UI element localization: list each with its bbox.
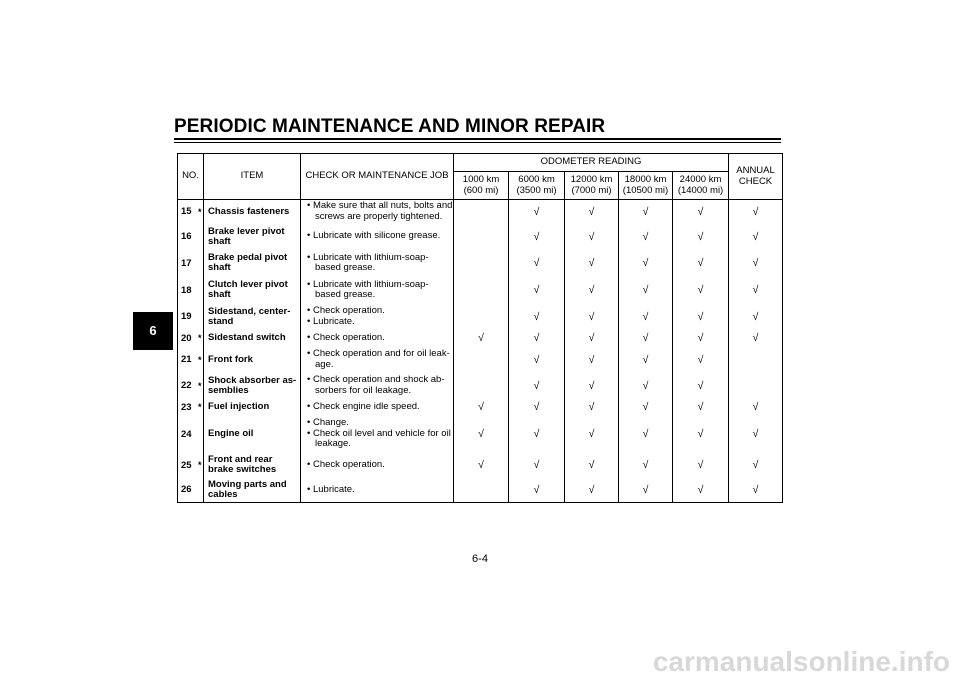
row-star-marker: * bbox=[197, 330, 204, 347]
job-bullet: • Make sure that all nuts, bolts and screws are properly tightened. bbox=[307, 200, 453, 222]
check-empty bbox=[454, 304, 509, 330]
check-mark: √ bbox=[509, 224, 565, 250]
check-mark: √ bbox=[454, 330, 509, 347]
check-empty bbox=[454, 200, 509, 224]
row-number: 16 bbox=[178, 224, 197, 250]
check-mark: √ bbox=[619, 330, 673, 347]
check-mark: √ bbox=[509, 200, 565, 224]
table-row bbox=[178, 373, 783, 399]
row-star-marker bbox=[197, 304, 204, 330]
check-mark: √ bbox=[619, 250, 673, 277]
check-empty bbox=[454, 373, 509, 399]
row-job bbox=[301, 200, 454, 224]
check-mark: √ bbox=[565, 416, 619, 453]
header-item: ITEM bbox=[204, 154, 301, 200]
check-mark: √ bbox=[619, 304, 673, 330]
check-mark: √ bbox=[565, 277, 619, 304]
row-number: 24 bbox=[178, 416, 197, 453]
row-item: Shock absorber as-semblies bbox=[204, 373, 301, 399]
table-row bbox=[178, 304, 783, 330]
check-mark: √ bbox=[509, 277, 565, 304]
check-mark: √ bbox=[565, 224, 619, 250]
row-item: Front fork bbox=[204, 347, 301, 373]
check-mark: √ bbox=[673, 304, 729, 330]
row-item: Brake pedal pivot shaft bbox=[204, 250, 301, 277]
row-star-marker: * bbox=[197, 373, 204, 399]
check-mark: √ bbox=[729, 330, 783, 347]
check-mark: √ bbox=[454, 453, 509, 478]
header-interval: 12000 km (7000 mi) bbox=[565, 172, 619, 200]
row-job bbox=[301, 330, 454, 347]
check-mark: √ bbox=[619, 453, 673, 478]
check-mark: √ bbox=[729, 224, 783, 250]
row-item: Moving parts and cables bbox=[204, 478, 301, 503]
check-mark: √ bbox=[619, 200, 673, 224]
check-empty bbox=[454, 347, 509, 373]
row-item: Chassis fasteners bbox=[204, 200, 301, 224]
table-row bbox=[178, 399, 783, 416]
check-mark: √ bbox=[619, 277, 673, 304]
row-job bbox=[301, 277, 454, 304]
row-item: Sidestand switch bbox=[204, 330, 301, 347]
title-rule-thin bbox=[174, 142, 781, 143]
check-mark: √ bbox=[673, 478, 729, 503]
row-star-marker: * bbox=[197, 453, 204, 478]
check-empty bbox=[454, 250, 509, 277]
row-job bbox=[301, 347, 454, 373]
row-number: 19 bbox=[178, 304, 197, 330]
check-mark: √ bbox=[673, 277, 729, 304]
row-job bbox=[301, 453, 454, 478]
check-mark: √ bbox=[565, 304, 619, 330]
header-job: CHECK OR MAINTENANCE JOB bbox=[301, 154, 454, 200]
row-star-marker bbox=[197, 416, 204, 453]
job-bullet: • Check operation and shock ab-sorbers for oil leakage. bbox=[307, 374, 445, 396]
check-empty bbox=[454, 224, 509, 250]
check-mark: √ bbox=[729, 250, 783, 277]
table-row bbox=[178, 330, 783, 347]
job-bullet: • Check operation. bbox=[307, 331, 385, 343]
title-rule bbox=[174, 138, 781, 140]
header-odometer: ODOMETER READING bbox=[454, 154, 729, 172]
job-bullet: • Check engine idle speed. bbox=[307, 400, 420, 412]
check-mark: √ bbox=[509, 478, 565, 503]
row-star-marker bbox=[197, 250, 204, 277]
check-mark: √ bbox=[565, 453, 619, 478]
header-interval: 1000 km (600 mi) bbox=[454, 172, 509, 200]
header-no: NO. bbox=[178, 154, 204, 200]
check-mark: √ bbox=[565, 330, 619, 347]
check-empty bbox=[454, 478, 509, 503]
job-bullet: • Check operation. bbox=[307, 458, 385, 470]
row-number: 23 bbox=[178, 399, 197, 416]
row-number: 25 bbox=[178, 453, 197, 478]
row-item: Sidestand, center-stand bbox=[204, 304, 301, 330]
row-star-marker: * bbox=[197, 200, 204, 224]
header-interval: 24000 km (14000 mi) bbox=[673, 172, 729, 200]
check-mark: √ bbox=[509, 399, 565, 416]
check-mark: √ bbox=[509, 347, 565, 373]
check-empty bbox=[729, 373, 783, 399]
row-job bbox=[301, 373, 454, 399]
check-mark: √ bbox=[565, 200, 619, 224]
row-job bbox=[301, 399, 454, 416]
row-job bbox=[301, 250, 454, 277]
row-star-marker bbox=[197, 277, 204, 304]
header-annual: ANNUAL CHECK bbox=[729, 154, 783, 200]
row-item: Clutch lever pivot shaft bbox=[204, 277, 301, 304]
check-mark: √ bbox=[673, 453, 729, 478]
check-empty bbox=[729, 347, 783, 373]
table-row bbox=[178, 416, 783, 453]
row-star-marker bbox=[197, 224, 204, 250]
check-mark: √ bbox=[729, 416, 783, 453]
check-mark: √ bbox=[509, 416, 565, 453]
check-mark: √ bbox=[673, 200, 729, 224]
check-mark: √ bbox=[729, 478, 783, 503]
check-mark: √ bbox=[729, 200, 783, 224]
row-item: Brake lever pivot shaft bbox=[204, 224, 301, 250]
check-mark: √ bbox=[509, 250, 565, 277]
check-mark: √ bbox=[673, 373, 729, 399]
table-row bbox=[178, 200, 783, 224]
check-mark: √ bbox=[673, 347, 729, 373]
check-mark: √ bbox=[729, 277, 783, 304]
job-bullet: • Check operation and for oil leak-age. bbox=[307, 348, 450, 370]
row-job bbox=[301, 304, 454, 330]
check-mark: √ bbox=[619, 416, 673, 453]
footer-watermark: carmanualsonline.info bbox=[652, 646, 950, 677]
job-bullet: • Lubricate with lithium-soap-based grease. bbox=[307, 278, 429, 300]
job-bullet: • Check oil level and vehicle for oil leakage. bbox=[307, 427, 451, 450]
table-row bbox=[178, 224, 783, 250]
check-mark: √ bbox=[729, 304, 783, 330]
row-item: Fuel injection bbox=[204, 399, 301, 416]
check-mark: √ bbox=[509, 304, 565, 330]
maintenance-table bbox=[177, 153, 783, 503]
row-job bbox=[301, 478, 454, 503]
row-job bbox=[301, 224, 454, 250]
check-mark: √ bbox=[619, 399, 673, 416]
check-mark: √ bbox=[673, 224, 729, 250]
check-mark: √ bbox=[673, 399, 729, 416]
row-number: 21 bbox=[178, 347, 197, 373]
row-star-marker: * bbox=[197, 347, 204, 373]
check-mark: √ bbox=[509, 330, 565, 347]
check-mark: √ bbox=[565, 250, 619, 277]
job-bullet: • Lubricate. bbox=[307, 315, 355, 327]
page-number: 6-4 bbox=[472, 553, 488, 565]
check-mark: √ bbox=[619, 347, 673, 373]
check-mark: √ bbox=[454, 399, 509, 416]
check-mark: √ bbox=[454, 416, 509, 453]
table-row bbox=[178, 453, 783, 478]
check-mark: √ bbox=[565, 399, 619, 416]
check-mark: √ bbox=[509, 453, 565, 478]
check-mark: √ bbox=[565, 478, 619, 503]
row-number: 20 bbox=[178, 330, 197, 347]
check-mark: √ bbox=[565, 373, 619, 399]
table-row bbox=[178, 277, 783, 304]
job-bullet: • Lubricate with silicone grease. bbox=[307, 230, 441, 242]
check-mark: √ bbox=[509, 373, 565, 399]
table-row bbox=[178, 478, 783, 503]
page-title: PERIODIC MAINTENANCE AND MINOR REPAIR bbox=[174, 116, 606, 137]
row-item: Engine oil bbox=[204, 416, 301, 453]
job-bullet: • Lubricate. bbox=[307, 483, 355, 495]
row-item: Front and rear brake switches bbox=[204, 453, 301, 478]
row-number: 18 bbox=[178, 277, 197, 304]
check-mark: √ bbox=[619, 224, 673, 250]
row-star-marker: * bbox=[197, 399, 204, 416]
row-number: 22 bbox=[178, 373, 197, 399]
table-row bbox=[178, 347, 783, 373]
table-body bbox=[178, 200, 783, 503]
header-interval: 18000 km (10500 mi) bbox=[619, 172, 673, 200]
check-mark: √ bbox=[673, 250, 729, 277]
header-interval: 6000 km (3500 mi) bbox=[509, 172, 565, 200]
job-bullet: • Change. bbox=[307, 417, 349, 429]
check-empty bbox=[454, 277, 509, 304]
check-mark: √ bbox=[673, 330, 729, 347]
row-job bbox=[301, 416, 454, 453]
check-mark: √ bbox=[565, 347, 619, 373]
chapter-tab: 6 bbox=[133, 312, 173, 350]
table-row bbox=[178, 250, 783, 277]
row-number: 17 bbox=[178, 250, 197, 277]
check-mark: √ bbox=[673, 416, 729, 453]
row-star-marker bbox=[197, 478, 204, 503]
row-number: 15 bbox=[178, 200, 197, 224]
check-mark: √ bbox=[729, 399, 783, 416]
check-mark: √ bbox=[729, 453, 783, 478]
check-mark: √ bbox=[619, 478, 673, 503]
job-bullet: • Check operation. bbox=[307, 305, 385, 317]
row-number: 26 bbox=[178, 478, 197, 503]
job-bullet: • Lubricate with lithium-soap-based grease. bbox=[307, 251, 429, 273]
check-mark: √ bbox=[619, 373, 673, 399]
